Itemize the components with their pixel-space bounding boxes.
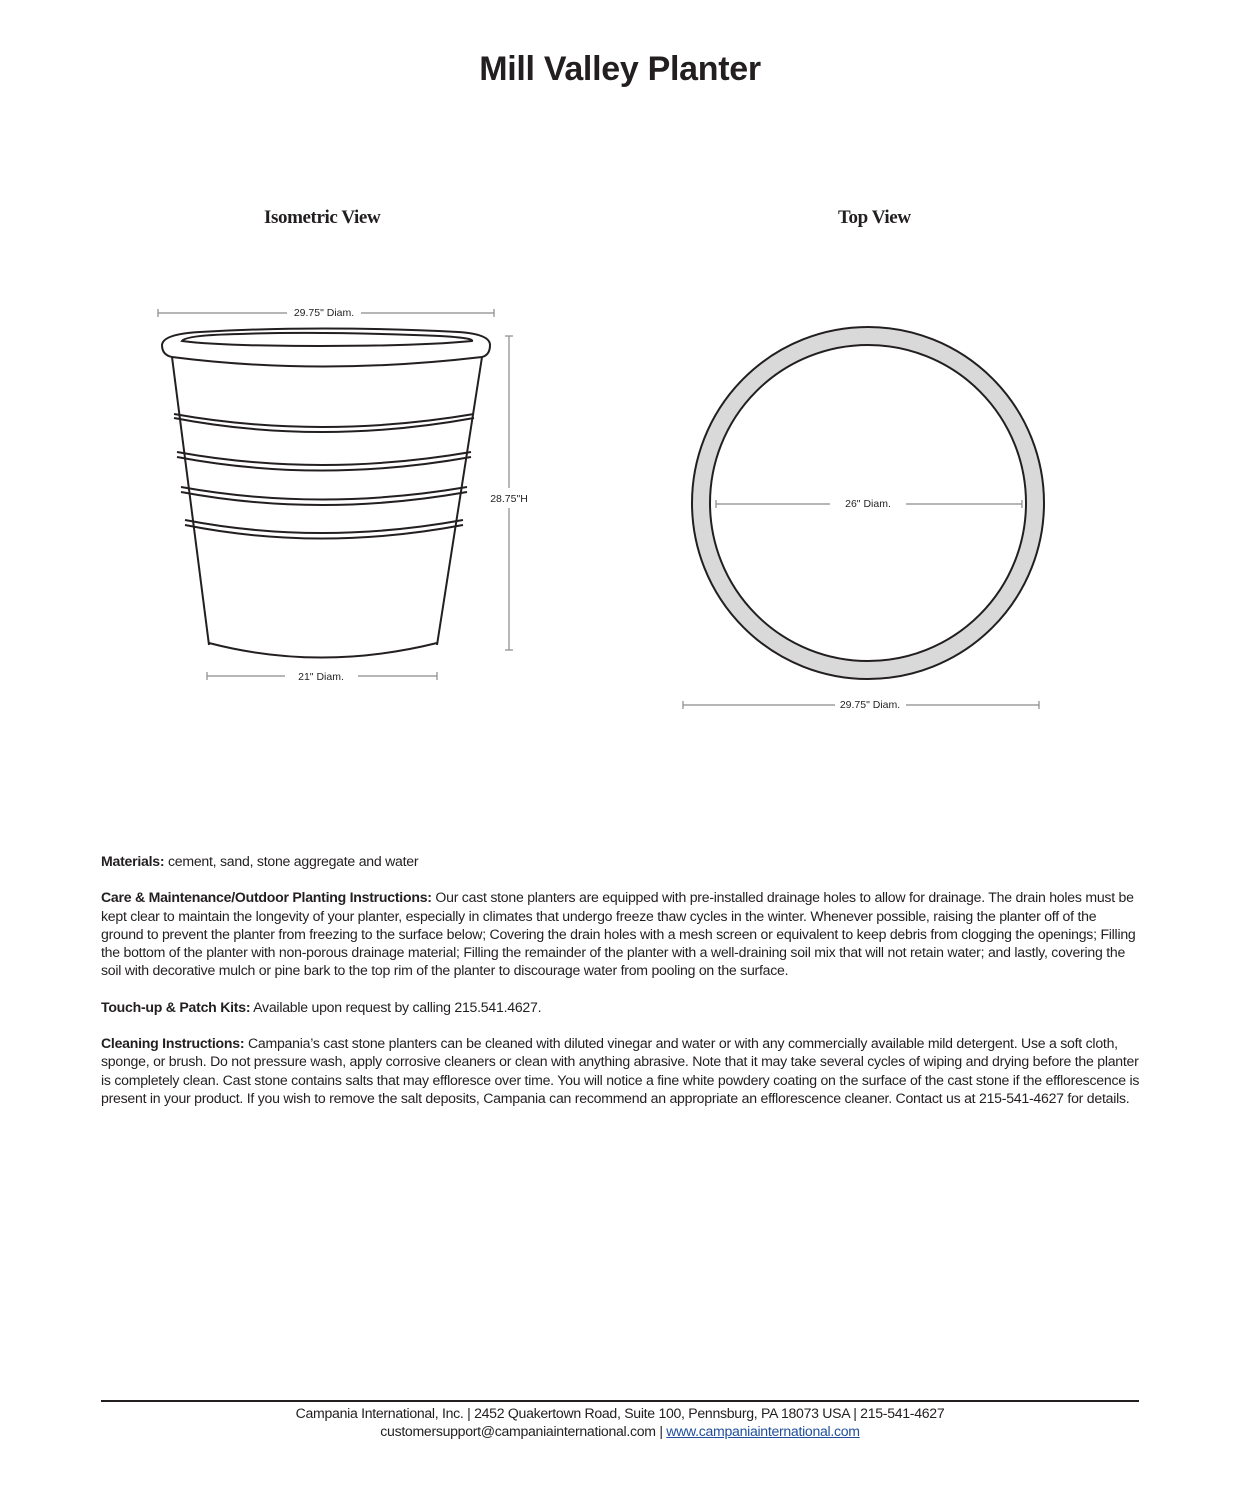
isometric-base-diameter: 21" Diam. xyxy=(298,671,344,683)
isometric-top-diameter: 29.75" Diam. xyxy=(293,307,355,319)
footer-divider xyxy=(101,1400,1139,1402)
website-link[interactable]: www.campaniainternational.com xyxy=(666,1423,860,1439)
materials-section xyxy=(101,852,1141,870)
care-body: Our cast stone planters are equipped with pre-installed drainage holes to allow for drainage. The drain holes must be kept clear to maintain the longevity of your planter, especially in climates that undergo freeze thaw cycles in the winter. Whenever possible, raising the planter off of the ground to prevent the planter from freezing to the surface below; Covering the drain holes with a mesh screen or equivalent to keep debris from clogging the openings; Filling the bottom of the planter with non-porous drainage material; Filling the remainder of the planter with a well-draining soil mix that will not retain water; and lastly, covering the soil with decorative mulch or pine bark to the top rim of the planter to discourage water from pooling on the surface. xyxy=(101,889,1136,979)
cleaning-section xyxy=(101,1034,1141,1107)
touchup-section xyxy=(101,998,1141,1016)
footer-address: Campania International, Inc. | 2452 Quakertown Road, Suite 100, Pennsburg, PA 18073 USA | 215-541-4627 xyxy=(295,1405,945,1421)
footer-separator: | xyxy=(655,1423,667,1439)
touchup-body: Available upon request by calling 215.541.4627. xyxy=(250,998,542,1015)
top-inner-diameter: 26" Diam. xyxy=(845,498,891,510)
footer-email: customersupport@campaniainternational.com xyxy=(380,1423,656,1439)
materials-body: cement, sand, stone aggregate and water xyxy=(164,853,419,869)
touchup-heading: Touch-up & Patch Kits: xyxy=(101,998,251,1015)
care-heading: Care & Maintenance/Outdoor Planting Instructions: xyxy=(101,889,432,906)
top-view-label: Top View xyxy=(838,207,911,228)
care-section xyxy=(101,888,1141,979)
isometric-view-label: Isometric View xyxy=(264,207,381,228)
isometric-height: 28.75"H xyxy=(490,493,528,505)
product-information xyxy=(101,852,1141,1125)
footer-contact xyxy=(0,1423,1240,1439)
materials-heading: Materials: xyxy=(101,853,165,869)
page-title: Mill Valley Planter xyxy=(479,50,761,88)
cleaning-heading: Cleaning Instructions: xyxy=(101,1035,245,1052)
isometric-planter-drawing xyxy=(162,329,490,658)
top-outer-diameter: 29.75" Diam. xyxy=(839,699,901,711)
cleaning-body: Campania’s cast stone planters can be cleaned with diluted vinegar and water or with any commercially available mild detergent. Use a soft cloth, sponge, or brush. Do not pressure wash, apply corrosive cleaners or clean with anything abrasive. Note that it may take several cycles of wiping and drying before the planter is completely clean. Cast stone contains salts that may effloresce over time. You will notice a fine white powdery coating on the surface of the cast stone if the efflorescence is present in your product. If you wish to remove the salt deposits, Campania can recommend an appropriate an efflorescence cleaner. Contact us at 215-541-4627 for details. xyxy=(101,1035,1140,1106)
